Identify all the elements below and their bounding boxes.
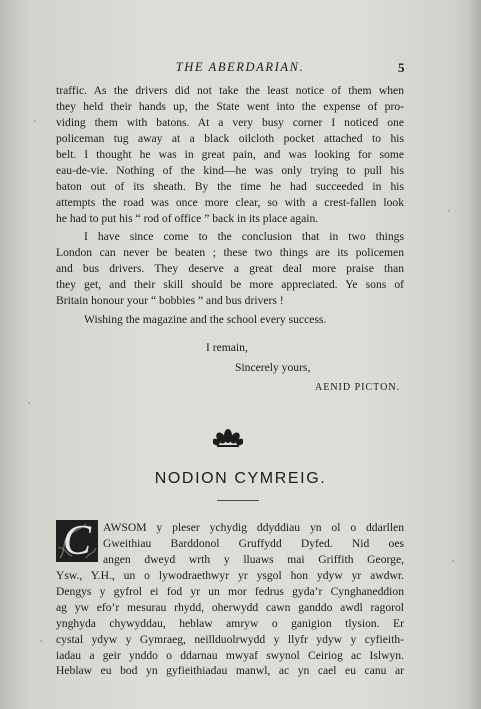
text-line: attempts the road was once more clear, so with a crest-fallen look [56,195,404,209]
text-line: I have since come to the conclusion that in two things [84,230,404,244]
text-line: and bus drivers. They deserve a great deal more praise than [56,262,404,276]
text-line: viding them with batons. At a very busy corner I noticed one [56,115,404,129]
text-line: they get, and their skill should be more appreciated. Ye sons of [56,278,404,292]
page-number: 5 [398,60,405,75]
text-line: Britain honour your “ bobbies ” and bus drivers ! [56,294,284,308]
text-line: Dengys y gyfrol ei fod yr un mor fedrus gyda’r Cynghaneddion [56,584,404,598]
running-head [0,60,481,78]
text-line: cystal ydyw y Gymraeg, neillduolrwydd y llyfr ydyw y cyfieith- [56,632,404,646]
closing-sincerely: Sincerely yours, [235,361,311,374]
text-line: baton out of its sheath. By the time he had succeeded in his [56,179,404,193]
signature-name: AENID PICTON. [315,382,401,393]
text-line: angen dweyd wrth y lluaws mai Griffith George, [103,552,404,566]
text-line: Ysw., Y.H., un o lywodraethwyr yr ysgol hon ydyw yr awdwr. [56,568,404,582]
floral-ornament-icon [213,428,243,448]
dropcap-letter: C [62,520,91,562]
section-title: NODION CYMREIG. [154,470,327,487]
page-gutter-shadow [467,0,481,709]
text-line: he had to put his “ rod of office ” back in its place again. [56,211,319,225]
paper-speck [448,210,450,212]
text-line: Gweithiau Barddonol Gruffydd Dyfed. Nid oes [103,536,404,550]
closing-remain: I remain, [206,341,248,354]
text-line: ag yw efo’r mesurau rhydd, oherwydd cawn ganddo awdl ragorol [56,600,404,614]
text-line: policeman tug away at a black oilcloth pocket attached to his [56,131,404,145]
text-line: eau-de-vie. Nothing of the kind—he was only trying to pull his [56,163,404,177]
closing-wish: Wishing the magazine and the school every success. [84,313,327,327]
text-line: belt. I thought he was in great pain, and was looking for some [56,147,404,161]
text-line: iadau a geir ynddo o ddarnau mwyaf swynol Ceiriog ac Islwyn. [56,648,404,662]
welsh-body [56,520,404,679]
paper-speck [40,640,42,642]
letter-body [56,83,404,328]
paper-speck [34,120,36,122]
paper-speck [452,560,454,562]
text-line: ynghyda chywyddau, heblaw amryw o ganigion tlysion. Er [56,616,404,630]
text-line: they held their hands up, the State went into the expense of pro- [56,99,404,113]
text-line: traffic. As the drivers did not take the least notice of them when [56,84,404,97]
paper-speck [28,402,30,404]
running-title: THE ABERDARIAN. [175,60,305,74]
text-line: Heblaw eu bod yn gyfieithiadau manwl, ac yn cael eu canu ar [56,664,404,678]
text-line: AWSOM y pleser ychydig ddyddiau yn ol o ddarllen [103,521,404,534]
text-line: London can never be beaten ; these two things are its policemen [56,246,404,260]
title-rule [217,500,259,501]
